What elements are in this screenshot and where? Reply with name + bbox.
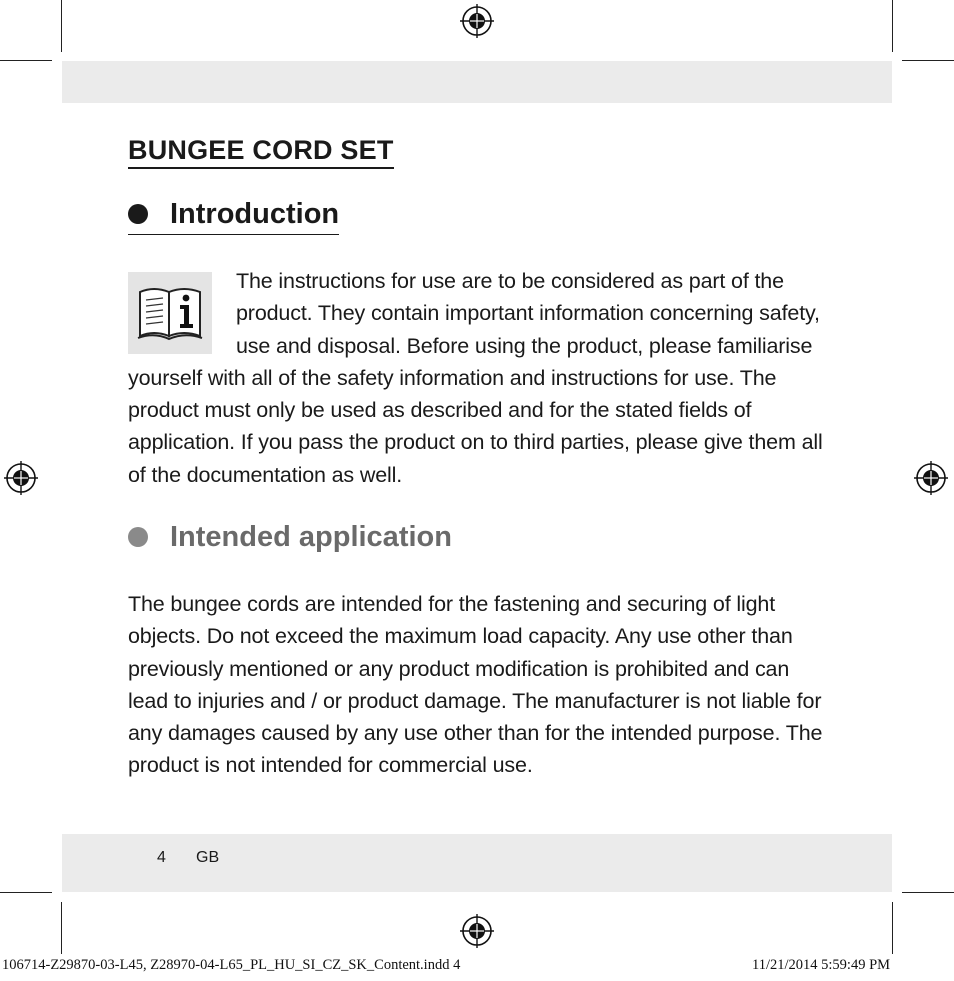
heading-bullet-icon xyxy=(128,527,148,547)
heading-bullet-icon xyxy=(128,204,148,224)
crop-mark-top-left xyxy=(61,0,62,52)
page-language: GB xyxy=(196,849,220,866)
document-title: BUNGEE CORD SET xyxy=(128,134,394,169)
crop-mark-top-left-h xyxy=(0,60,52,61)
print-slug-file: 106714-Z29870-03-L45, Z28970-04-L65_PL_HU_SI_CZ_SK_Content.indd 4 xyxy=(2,957,461,973)
section-heading-introduction xyxy=(128,196,339,235)
crop-mark-bottom-right-h xyxy=(902,892,954,893)
crop-mark-bottom-left xyxy=(61,902,62,954)
page-number: 4 xyxy=(157,849,166,866)
introduction-paragraph-text: The instructions for use are to be considered as part of the product. They contain important information concerning safety, use and disposal. Before using the product, please familiarise yourself with all of the safety information and instructions for use. The product must only be used as described and for the stated fields of application. If you pass the product on to third parties, please give them all of the documentation as well. xyxy=(128,269,823,487)
intended-application-paragraph: The bungee cords are intended for the fastening and securing of light objects. Do not exceed the maximum load capacity. Any use other than previously mentioned or any product modification is prohibited and can lead to injuries and / or product damage. The manufacturer is not liable for any damages caused by any use other than for the intended purpose. The product is not intended for commercial use. xyxy=(128,592,823,778)
section-heading-label: Intended application xyxy=(170,521,452,553)
print-slug-datetime: 11/21/2014 5:59:49 PM xyxy=(752,957,891,973)
section-heading-intended-application xyxy=(128,519,452,555)
crop-mark-top-right xyxy=(892,0,893,52)
crop-mark-bottom-right xyxy=(892,902,893,954)
registration-mark-left-icon xyxy=(4,461,38,495)
crop-mark-bottom-left-h xyxy=(0,892,52,893)
crop-mark-top-right-h xyxy=(902,60,954,61)
introduction-paragraph xyxy=(128,265,828,491)
registration-mark-bottom-icon xyxy=(460,914,494,948)
registration-mark-right-icon xyxy=(914,461,948,495)
footer-band xyxy=(62,834,892,892)
section-heading-label: Introduction xyxy=(170,198,340,230)
header-band xyxy=(62,61,892,103)
registration-mark-top-icon xyxy=(460,4,494,38)
